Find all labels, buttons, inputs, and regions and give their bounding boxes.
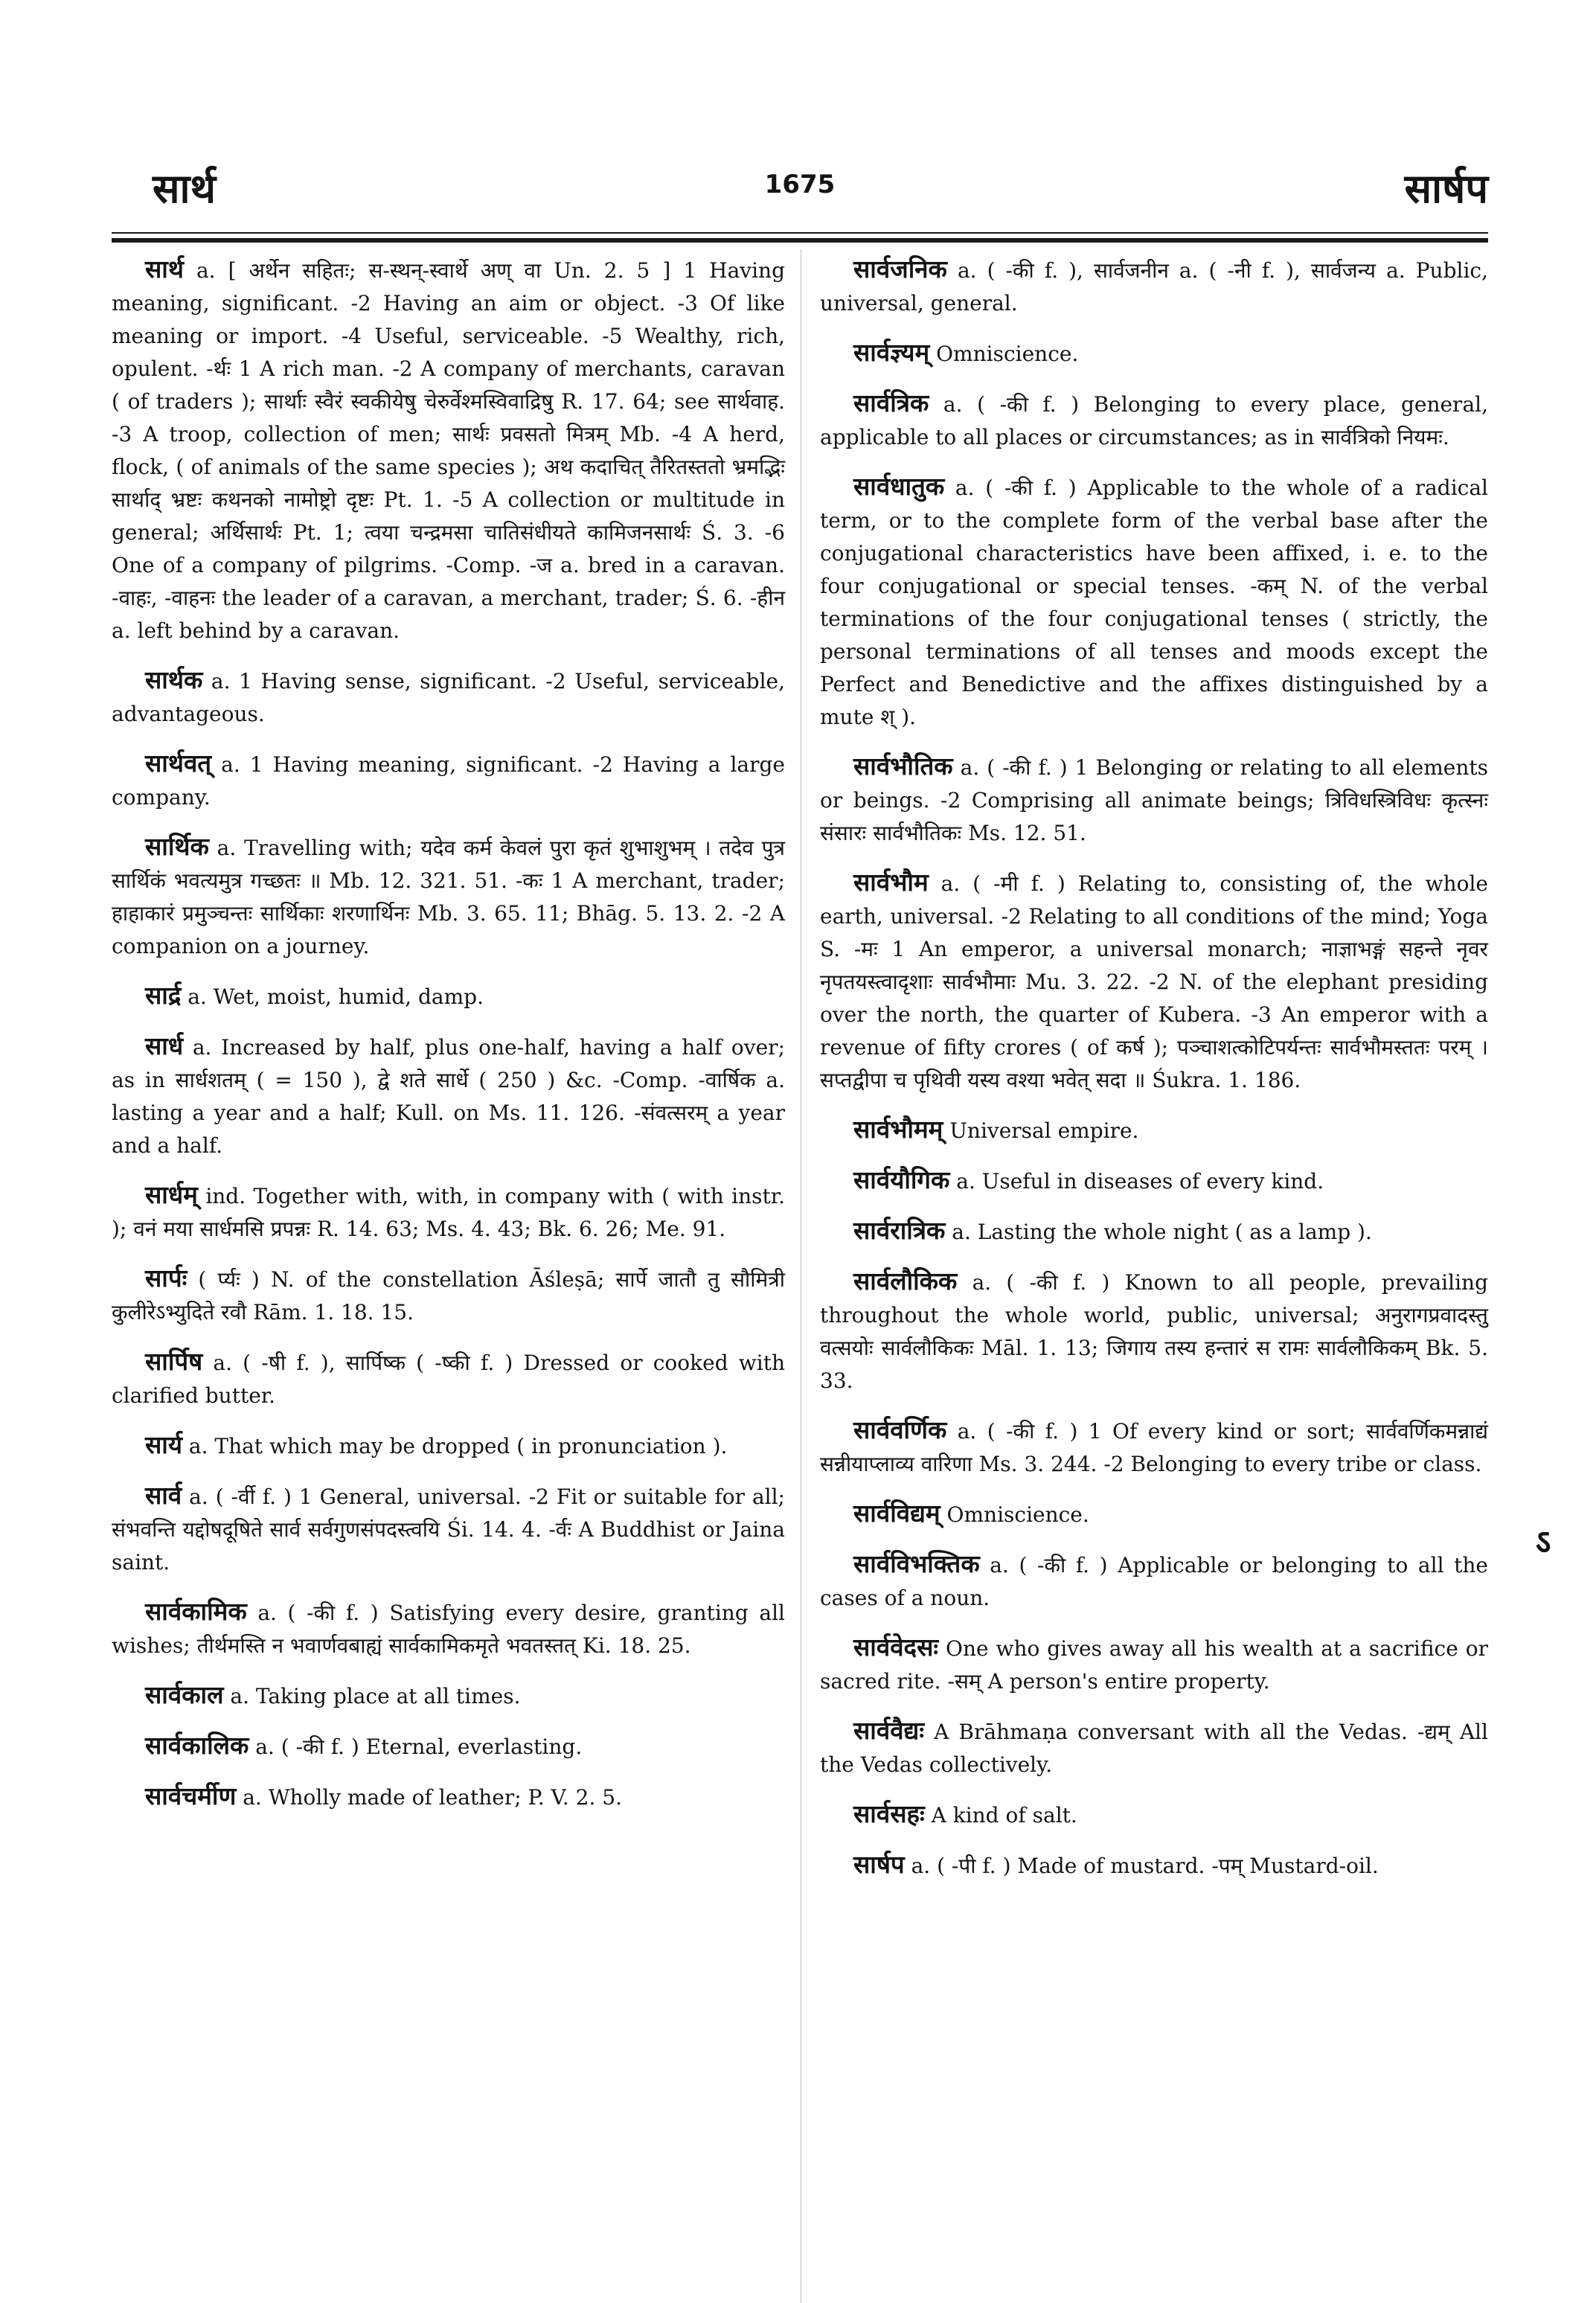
dictionary-entry <box>112 1345 785 1412</box>
entry-headword: सार्वविभक्तिक <box>853 1549 980 1578</box>
dictionary-entry <box>112 1479 785 1579</box>
entry-definition: a. ( -की f. ) Applicable to the whole of a radical term, or to the complete form of the verbal base after the conjugational characteristics have been affixed, i. e. to the four conjugational or special tenses. -कम् N. of the verbal terminations of the four conjugational tenses ( strictly, the personal terminations of all tenses and moods except the Perfect and Benedictive and the affixes distinguished by a mute श् ). <box>820 475 1488 729</box>
entry-headword: सार्ववेदसः <box>853 1633 939 1662</box>
margin-glyph: ऽ <box>1535 1523 1551 1561</box>
dictionary-entry <box>112 1595 785 1662</box>
entry-definition: a. That which may be dropped ( in pronunciation ). <box>182 1434 728 1458</box>
dictionary-entry <box>820 253 1488 320</box>
entry-definition: A Brāhmaṇa conversant with all the Vedas. -द्यम् All the Vedas collectively. <box>820 1720 1488 1777</box>
dictionary-entry <box>820 1214 1488 1249</box>
entry-headword: सार्धम् <box>145 1180 198 1209</box>
dictionary-entry <box>820 1265 1488 1397</box>
dictionary-entry <box>112 1429 785 1463</box>
dictionary-entry <box>820 866 1488 1097</box>
entry-headword: सार्वधातुक <box>853 472 945 501</box>
entry-headword: सार्व <box>145 1481 182 1510</box>
entry-headword: सार्पः <box>145 1263 188 1293</box>
entry-definition: a. ( -की f. ) Eternal, everlasting. <box>249 1735 583 1759</box>
entry-headword: सार्ववर्णिक <box>853 1415 947 1444</box>
dictionary-entry <box>112 1780 785 1814</box>
entry-headword: सार्वयौगिक <box>853 1165 950 1194</box>
entry-headword: सार्वकामिक <box>145 1597 247 1626</box>
entry-definition: Universal empire. <box>943 1118 1139 1143</box>
entry-definition: a. ( -की f. ), सार्वजनीन a. ( -नी f. ), सार्वजन्य a. Public, universal, general. <box>820 258 1488 315</box>
dictionary-entry <box>820 1497 1488 1531</box>
page-header <box>112 162 1488 229</box>
entry-definition: a. ( -की f. ) Applicable or belonging to all the cases of a noun. <box>820 1553 1488 1610</box>
entry-definition: Omniscience. <box>940 1502 1089 1527</box>
entry-headword: सार्पिष <box>145 1347 203 1376</box>
entry-definition: One who gives away all his wealth at a sacrifice or sacred rite. -सम् A person's entire property. <box>820 1636 1488 1694</box>
entry-definition: a. [ अर्थेन सहितः; स-स्थन्-स्वार्थे अण् वा Un. 2. 5 ] 1 Having meaning, significant. -2 Having an aim or object. -3 Of like meaning or import. -4 Useful, serviceable. -5 Wealthy, rich, opulent. -र्थः 1 A rich man. -2 A company of merchants, caravan ( of traders ); सार्थाः स्वैरं स्वकीयेषु चेरुर्वेश्मस्विवाद्रिषु R. 17. 64; see सार्थवाह. -3 A troop, collection of men; सार्थः प्रवसतो मित्रम् Mb. -4 A herd, flock, ( of animals of the same species ); अथ कदाचित् तैरितस्ततो भ्रमद्भिः सार्थाद् भ्रष्टः कथनको नामोष्ट्रो दृष्टः Pt. 1. -5 A collection or multitude in general; अर्थिसार्थः Pt. 1; त्वया चन्द्रमसा चातिसंधीयते कामिजनसार्थः Ś. 3. -6 One of a company of pilgrims. -Comp. -ज a. bred in a caravan. -वाहः, -वाहनः the leader of a caravan, a merchant, trader; Ś. 6. -हीन a. left behind by a caravan. <box>112 258 785 643</box>
entry-definition: a. ( -की f. ) 1 Belonging or relating to all elements or beings. -2 Comprising all animate beings; त्रिविधस्त्रिविधः कृत्स्नः संसारः सार्वभौतिकः Ms. 12. 51. <box>820 755 1488 845</box>
entry-definition: Omniscience. <box>929 342 1079 366</box>
dictionary-entry <box>820 387 1488 454</box>
entry-headword: सार्वभौतिक <box>853 752 953 781</box>
entry-headword: सार्वभौमम् <box>853 1115 943 1144</box>
left-running-head: सार्थ <box>153 164 216 212</box>
dictionary-entry <box>112 1030 785 1162</box>
entry-definition: a. 1 Having sense, significant. -2 Useful, serviceable, advantageous. <box>112 669 785 726</box>
entry-headword: सार्वज्ञ्यम् <box>853 338 930 367</box>
dictionary-entry <box>112 747 785 814</box>
entry-definition: a. Useful in diseases of every kind. <box>949 1169 1324 1194</box>
entry-headword: सार्ववैद्यः <box>853 1716 925 1745</box>
entry-headword: सार्वभौम <box>853 868 929 897</box>
dictionary-entry <box>820 1414 1488 1481</box>
dictionary-entry <box>112 979 785 1013</box>
entry-definition: ind. Together with, with, in company with ( with instr. ); वनं मया सार्धमसि प्रपन्नः R. 14. 63; Ms. 4. 43; Bk. 6. 26; Me. 91. <box>112 1184 785 1241</box>
entry-definition: a. ( -पी f. ) Made of mustard. -पम् Mustard-oil. <box>904 1854 1379 1878</box>
right-running-head: सार्षप <box>1404 164 1488 212</box>
dictionary-entry <box>820 1714 1488 1781</box>
dictionary-entry <box>820 336 1488 371</box>
entry-headword: सार्य <box>145 1430 182 1459</box>
entry-headword: सार्वत्रिक <box>853 388 929 417</box>
entry-definition: ( र्प्यः ) N. of the constellation Āśleṣā; सार्पे जातौ तु सौमित्री कुलीरेऽभ्युदिते रवौ Rām. 1. 18. 15. <box>112 1267 785 1325</box>
entry-headword: सार्थवत् <box>145 749 212 778</box>
entry-definition: a. 1 Having meaning, significant. -2 Having a large company. <box>112 752 785 810</box>
entry-definition: a. ( -षी f. ), सार्पिष्क ( -ष्की f. ) Dressed or cooked with clarified butter. <box>112 1351 785 1408</box>
entry-headword: सार्द्र <box>145 981 182 1010</box>
dictionary-entry <box>112 1179 785 1246</box>
dictionary-entry <box>820 1164 1488 1198</box>
entry-headword: सार्थ <box>145 254 184 284</box>
entry-headword: सार्ध <box>145 1031 184 1060</box>
entry-headword: सार्वविद्यम् <box>853 1499 940 1528</box>
entry-definition: a. Travelling with; यदेव कर्म केवलं पुरा कृतं शुभाशुभम् । तदेव पुत्र सार्थिकं भवत्यमुत्र गच्छतः ॥ Mb. 12. 321. 51. -कः 1 A merchant, trader; हाहाकारं प्रमुञ्चन्तः सार्थिकाः शरणार्थिनः Mb. 3. 65. 11; Bhāg. 5. 13. 2. -2 A companion on a journey. <box>112 836 785 958</box>
entry-headword: सार्षप <box>853 1850 905 1879</box>
entry-definition: a. ( -मी f. ) Relating to, consisting of, the whole earth, universal. -2 Relating to all conditions of the mind; Yoga S. -मः 1 An emperor, a universal monarch; नाज्ञाभङ्गं सहन्ते नृवर नृपतयस्त्वादृशाः सार्वभौमाः Mu. 3. 22. -2 N. of the elephant presiding over the north, the quarter of Kubera. -3 An emperor with a revenue of fifty crores ( of कर्ष ); पञ्चाशत्कोटिपर्यन्तः सार्वभौमस्ततः परम् । सप्तद्वीपा च पृथिवी यस्य वश्या भवेत् सदा ॥ Śukra. 1. 186. <box>820 871 1488 1092</box>
header-rule-thin <box>112 232 1488 234</box>
entry-definition: a. ( -की f. ) Known to all people, prevailing throughout the whole world, public, universal; अनुरागप्रवादस्तु वत्सयोः सार्वलौकिकः Māl. 1. 13; जिगाय तस्य हन्तारं स रामः सार्वलौकिकम् Bk. 5. 33. <box>820 1270 1488 1393</box>
dictionary-entry <box>820 1798 1488 1832</box>
entry-definition: a. ( -की f. ) Belonging to every place, general, applicable to all places or circumstances; as in सार्वत्रिको नियमः. <box>820 392 1488 449</box>
entry-headword: सार्वचर्मीण <box>145 1781 237 1810</box>
dictionary-entry <box>820 750 1488 850</box>
dictionary-entry <box>820 1548 1488 1615</box>
dictionary-entry <box>820 1113 1488 1147</box>
entry-headword: सार्वकालिक <box>145 1731 249 1760</box>
dictionary-entry <box>112 830 785 963</box>
header-rule-thick <box>112 238 1488 243</box>
dictionary-entry <box>820 1631 1488 1698</box>
entry-definition: a. Wholly made of leather; P. V. 2. 5. <box>236 1785 622 1810</box>
entry-headword: सार्थिक <box>145 832 209 861</box>
entry-definition: a. Lasting the whole night ( as a lamp ). <box>945 1220 1372 1244</box>
right-column <box>820 253 1488 1899</box>
entry-definition: a. Wet, moist, humid, damp. <box>181 984 484 1009</box>
entry-headword: सार्वकाल <box>145 1680 224 1709</box>
entry-definition: a. ( -की f. ) 1 Of every kind or sort; सार्ववर्णिकमन्नाद्यं सन्नीयाप्लाव्य वारिणा Ms. 3. 244. -2 Belonging to every tribe or class. <box>820 1419 1488 1476</box>
dictionary-entry <box>112 253 785 647</box>
dictionary-entry <box>820 470 1488 734</box>
left-column <box>112 253 785 1830</box>
page-number: 1675 <box>764 170 836 199</box>
dictionary-entry <box>820 1848 1488 1883</box>
dictionary-entry <box>112 1729 785 1764</box>
entry-definition: A kind of salt. <box>924 1803 1077 1828</box>
entry-definition: a. Increased by half, plus one-half, having a half over; as in सार्धशतम् ( = 150 ), द्वे शते सार्धे ( 250 ) &c. -Comp. -वार्षिक a. lasting a year and a half; Kull. on Ms. 11. 126. -संवत्सरम् a year and a half. <box>112 1035 785 1158</box>
entry-headword: सार्वलौकिक <box>853 1266 958 1295</box>
dictionary-entry <box>112 1262 785 1329</box>
entry-headword: सार्वरात्रिक <box>853 1216 946 1245</box>
dictionary-entry <box>112 664 785 731</box>
entry-definition: a. ( -र्वी f. ) 1 General, universal. -2 Fit or suitable for all; संभवन्ति यद्दोषदूषिते सार्व सर्वगुणसंपदस्त्वयि Śi. 14. 4. -र्वः A Buddhist or Jaina saint. <box>112 1484 785 1575</box>
entry-definition: a. ( -की f. ) Satisfying every desire, granting all wishes; तीर्थमस्ति न भवार्णवबाह्यं सार्वकामिकमृते भवतस्तत् Ki. 18. 25. <box>112 1601 785 1658</box>
entry-headword: सार्वजनिक <box>853 254 947 284</box>
entry-definition: a. Taking place at all times. <box>223 1684 521 1708</box>
entry-headword: सार्वसहः <box>853 1799 925 1828</box>
dictionary-entry <box>112 1679 785 1713</box>
entry-headword: सार्थक <box>145 665 203 694</box>
